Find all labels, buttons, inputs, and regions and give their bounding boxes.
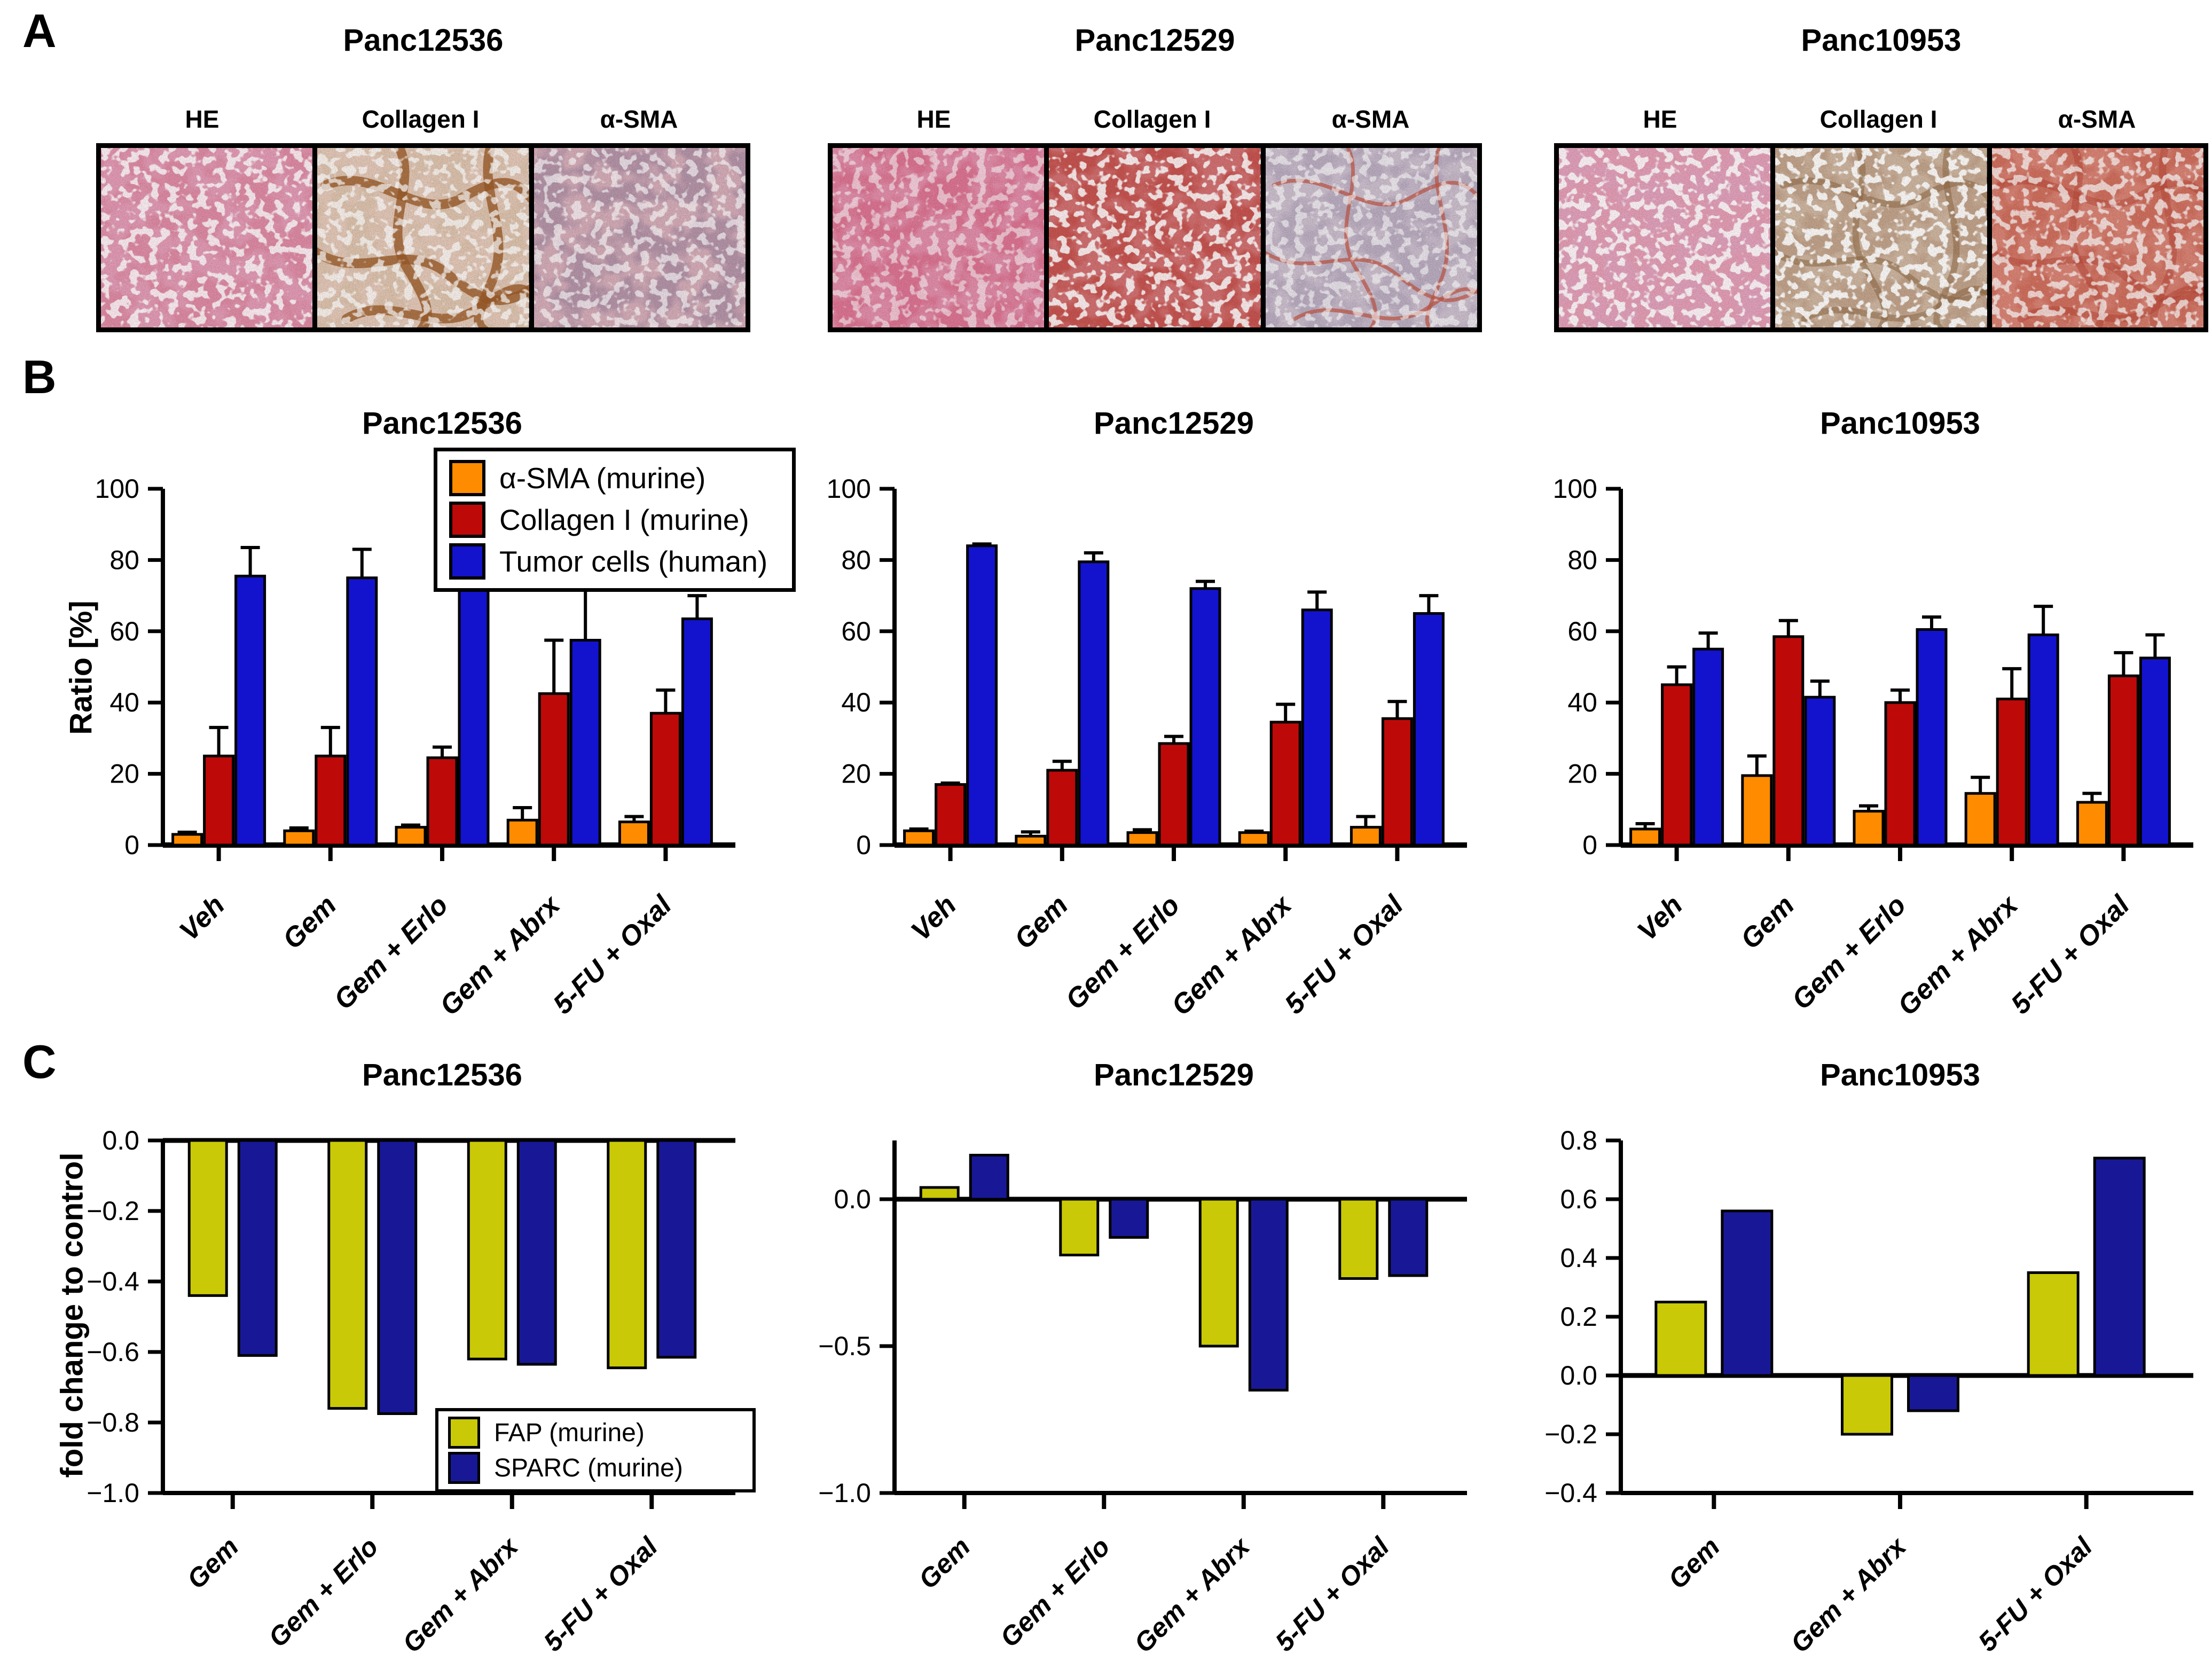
y-tick-label: −0.5 bbox=[818, 1331, 871, 1361]
chart-svg-c-panc12536 bbox=[29, 1042, 756, 1662]
chart-title: Panc10953 bbox=[1820, 1058, 1980, 1092]
bar bbox=[1191, 589, 1220, 845]
y-tick-label: 80 bbox=[1567, 545, 1597, 575]
bar bbox=[1303, 610, 1331, 845]
bar bbox=[1656, 1302, 1706, 1376]
bar bbox=[1917, 629, 1946, 845]
bar bbox=[1854, 811, 1883, 845]
x-tick-label: Gem + Erlo bbox=[1786, 889, 1912, 1016]
x-tick-label: Gem bbox=[277, 889, 343, 956]
bar bbox=[2095, 1158, 2144, 1375]
x-tick-label: 5-FU + Oxal bbox=[1278, 889, 1409, 1020]
histology-image-he bbox=[1559, 148, 1770, 327]
x-tick-label: Veh bbox=[174, 889, 231, 947]
bar bbox=[518, 1140, 555, 1364]
asma-swatch-icon bbox=[449, 460, 485, 496]
stain-header: HE bbox=[916, 105, 951, 133]
histology-image-collagen-i bbox=[1049, 148, 1260, 327]
bar bbox=[205, 756, 233, 845]
bar bbox=[459, 576, 488, 845]
bar bbox=[2140, 658, 2169, 845]
bar bbox=[1631, 829, 1660, 845]
histology-image-he bbox=[101, 148, 312, 327]
x-tick-label: 5-FU + Oxal bbox=[537, 1531, 664, 1658]
panel-a-histology bbox=[0, 0, 2212, 347]
y-tick-label: 0 bbox=[1582, 830, 1597, 860]
bar bbox=[1966, 793, 1995, 845]
bar bbox=[1694, 649, 1723, 845]
y-tick-label: −1.0 bbox=[818, 1478, 871, 1508]
panel-a-group-title: Panc12536 bbox=[343, 23, 504, 58]
tumor-swatch-icon bbox=[449, 543, 485, 580]
bar bbox=[173, 834, 202, 845]
stain-header: HE bbox=[1643, 105, 1677, 133]
bar bbox=[683, 619, 711, 845]
x-tick-label: Gem bbox=[1735, 889, 1801, 956]
y-tick-label: 0.6 bbox=[1560, 1184, 1597, 1214]
y-tick-label: 20 bbox=[841, 759, 871, 789]
stain-header: Collagen I bbox=[1819, 105, 1938, 133]
panel-a-group-title: Panc10953 bbox=[1801, 23, 1962, 58]
x-tick-label: Gem bbox=[1662, 1531, 1726, 1595]
bar bbox=[571, 640, 600, 845]
bar bbox=[1743, 776, 1771, 845]
bar bbox=[239, 1140, 276, 1356]
stain-header: α-SMA bbox=[2058, 105, 2136, 133]
x-tick-label: Gem + Abrx bbox=[434, 889, 566, 1022]
legend-item-asma bbox=[449, 460, 780, 496]
chart-c-panc12529 bbox=[761, 1042, 1487, 1662]
y-tick-label: −0.4 bbox=[1544, 1478, 1597, 1508]
x-tick-label: 5-FU + Oxal bbox=[1972, 1531, 2098, 1658]
bar bbox=[658, 1140, 695, 1357]
histology-image-collagen-i bbox=[317, 148, 529, 327]
stain-header: Collagen I bbox=[362, 105, 480, 133]
y-tick-label: 100 bbox=[95, 474, 139, 504]
panel-c-label: C bbox=[22, 1035, 57, 1088]
chart-svg-c-panc10953 bbox=[1487, 1042, 2212, 1662]
bar bbox=[1200, 1199, 1237, 1346]
collagen-swatch-icon bbox=[449, 502, 485, 538]
stain-header: α-SMA bbox=[1331, 105, 1410, 133]
bar bbox=[428, 758, 457, 845]
bar bbox=[189, 1140, 226, 1295]
legend-item-label: FAP (murine) bbox=[494, 1418, 645, 1447]
legend-item-sparc bbox=[448, 1452, 743, 1484]
bar bbox=[1340, 1199, 1377, 1279]
y-tick-label: −0.6 bbox=[87, 1337, 139, 1367]
bar bbox=[1016, 836, 1045, 845]
bar bbox=[921, 1187, 958, 1199]
bar bbox=[379, 1140, 416, 1414]
bar bbox=[968, 546, 997, 845]
y-tick-label: 0 bbox=[856, 830, 871, 860]
chart-b-panc12529 bbox=[761, 395, 1487, 1036]
chart-title: Panc10953 bbox=[1820, 406, 1980, 441]
y-tick-label: 100 bbox=[826, 474, 871, 504]
y-tick-label: 0.0 bbox=[1560, 1361, 1597, 1390]
legend-item-fap bbox=[448, 1417, 743, 1449]
bar bbox=[508, 820, 537, 845]
chart-title: Panc12536 bbox=[362, 406, 522, 441]
bar bbox=[1722, 1211, 1772, 1375]
y-tick-label: 60 bbox=[841, 616, 871, 646]
chart-svg-c-panc12529 bbox=[761, 1042, 1487, 1662]
y-tick-label: 0.0 bbox=[834, 1184, 871, 1214]
chart-b-panc10953 bbox=[1487, 395, 2212, 1036]
y-tick-label: 40 bbox=[109, 687, 139, 718]
x-tick-label: Gem + Erlo bbox=[994, 1531, 1116, 1653]
bar bbox=[236, 576, 265, 845]
bar bbox=[608, 1140, 646, 1368]
stain-header: HE bbox=[185, 105, 219, 133]
bar bbox=[1271, 722, 1300, 845]
x-tick-label: Gem bbox=[1008, 889, 1074, 956]
x-tick-label: Gem + Erlo bbox=[262, 1531, 385, 1653]
y-tick-label: 80 bbox=[109, 545, 139, 575]
chart-c-panc12536 bbox=[29, 1042, 756, 1662]
x-tick-label: Veh bbox=[1631, 889, 1689, 947]
sparc-swatch-icon bbox=[448, 1452, 480, 1484]
bar bbox=[2109, 676, 2138, 845]
x-tick-label: Gem + Abrx bbox=[1128, 1531, 1256, 1659]
bar bbox=[651, 713, 680, 845]
y-tick-label: 20 bbox=[109, 759, 139, 789]
bar bbox=[1383, 718, 1411, 845]
histology-image-a-sma bbox=[1992, 148, 2203, 327]
panel-b-charts bbox=[0, 395, 2212, 1036]
bar bbox=[1240, 833, 1268, 845]
chart-title: Panc12536 bbox=[362, 1058, 522, 1092]
legend-item-collagen bbox=[449, 502, 780, 538]
y-tick-label: 20 bbox=[1567, 759, 1597, 789]
histology-strip bbox=[1554, 143, 2208, 332]
stain-header: α-SMA bbox=[600, 105, 678, 133]
panel-b-legend bbox=[434, 448, 796, 592]
y-tick-label: 40 bbox=[841, 687, 871, 718]
histology-image-a-sma bbox=[534, 148, 746, 327]
bar bbox=[1061, 1199, 1098, 1255]
histology-strip bbox=[828, 143, 1482, 332]
legend-item-tumor bbox=[449, 543, 780, 580]
x-tick-label: Gem + Abrx bbox=[396, 1531, 524, 1659]
chart-svg-b-panc12529 bbox=[761, 395, 1487, 1036]
y-tick-label: 60 bbox=[109, 616, 139, 646]
y-tick-label: 100 bbox=[1552, 474, 1597, 504]
panel-a-label: A bbox=[22, 4, 57, 57]
bar bbox=[1414, 613, 1443, 845]
panel-a-group-title: Panc12529 bbox=[1074, 23, 1235, 58]
histology-image-he bbox=[833, 148, 1044, 327]
y-tick-label: −0.2 bbox=[87, 1196, 139, 1226]
panel-c-y-axis-label: fold change to control bbox=[54, 1152, 90, 1478]
y-tick-label: 60 bbox=[1567, 616, 1597, 646]
x-tick-label: Gem bbox=[181, 1531, 245, 1595]
x-tick-label: 5-FU + Oxal bbox=[1269, 1531, 1395, 1658]
y-tick-label: 0 bbox=[124, 830, 139, 860]
bar bbox=[1048, 770, 1077, 845]
histology-image-a-sma bbox=[1266, 148, 1477, 327]
bar bbox=[285, 831, 313, 845]
bar bbox=[1774, 637, 1803, 845]
bar bbox=[970, 1155, 1008, 1200]
bar bbox=[1110, 1199, 1148, 1238]
stain-header: Collagen I bbox=[1093, 105, 1211, 133]
y-tick-label: 0.2 bbox=[1560, 1302, 1597, 1332]
bar bbox=[1351, 827, 1380, 845]
y-tick-label: 80 bbox=[841, 545, 871, 575]
chart-title: Panc12529 bbox=[1094, 406, 1254, 441]
x-tick-label: 5-FU + Oxal bbox=[547, 889, 678, 1020]
x-tick-label: Veh bbox=[905, 889, 963, 947]
bar bbox=[468, 1140, 506, 1359]
chart-title: Panc12529 bbox=[1094, 1058, 1254, 1092]
legend-item-label: Tumor cells (human) bbox=[499, 545, 768, 578]
bar bbox=[348, 578, 376, 845]
bar bbox=[1842, 1375, 1892, 1434]
bar bbox=[905, 831, 934, 845]
bar bbox=[1806, 697, 1834, 845]
bar bbox=[2028, 1273, 2078, 1376]
legend-item-label: Collagen I (murine) bbox=[499, 503, 749, 536]
y-tick-label: 0.0 bbox=[102, 1125, 139, 1155]
bar bbox=[2029, 635, 2058, 845]
y-tick-label: 40 bbox=[1567, 687, 1597, 718]
legend-item-label: SPARC (murine) bbox=[494, 1453, 683, 1482]
x-tick-label: Gem + Abrx bbox=[1785, 1531, 1912, 1659]
bar bbox=[936, 785, 965, 845]
bar bbox=[1250, 1199, 1287, 1390]
panel-c-charts bbox=[0, 1042, 2212, 1662]
bar bbox=[1886, 702, 1915, 845]
x-tick-label: Gem + Abrx bbox=[1165, 889, 1298, 1022]
chart-svg-b-panc10953 bbox=[1487, 395, 2212, 1036]
panel-b-label: B bbox=[22, 350, 57, 403]
y-tick-label: −1.0 bbox=[87, 1478, 139, 1508]
x-tick-label: Gem bbox=[913, 1531, 976, 1595]
histology-strip bbox=[96, 143, 750, 332]
x-tick-label: 5-FU + Oxal bbox=[2005, 889, 2136, 1020]
histology-image-collagen-i bbox=[1775, 148, 1987, 327]
y-tick-label: −0.2 bbox=[1544, 1419, 1597, 1449]
bar bbox=[1390, 1199, 1427, 1276]
y-tick-label: −0.4 bbox=[87, 1267, 139, 1296]
bar bbox=[619, 822, 648, 845]
fap-swatch-icon bbox=[448, 1417, 480, 1449]
y-tick-label: 0.8 bbox=[1560, 1125, 1597, 1155]
panel-b-y-axis-label: Ratio [%] bbox=[64, 600, 99, 735]
bar bbox=[1079, 562, 1108, 845]
bar bbox=[316, 756, 345, 845]
bar bbox=[1909, 1375, 1958, 1411]
y-tick-label: −0.8 bbox=[87, 1408, 139, 1437]
x-tick-label: Gem + Erlo bbox=[328, 889, 454, 1016]
bar bbox=[2077, 802, 2106, 845]
x-tick-label: Gem + Abrx bbox=[1892, 889, 2024, 1022]
bar bbox=[1128, 833, 1157, 845]
bar bbox=[1662, 685, 1691, 845]
bar bbox=[396, 827, 425, 845]
bar bbox=[329, 1140, 366, 1409]
chart-c-panc10953 bbox=[1487, 1042, 2212, 1662]
bar bbox=[1159, 744, 1188, 845]
y-tick-label: 0.4 bbox=[1560, 1243, 1597, 1273]
x-tick-label: Gem + Erlo bbox=[1060, 889, 1186, 1016]
panel-c-legend bbox=[435, 1408, 756, 1492]
legend-item-label: α-SMA (murine) bbox=[499, 462, 706, 495]
bar bbox=[539, 694, 568, 845]
bar bbox=[1997, 699, 2026, 845]
